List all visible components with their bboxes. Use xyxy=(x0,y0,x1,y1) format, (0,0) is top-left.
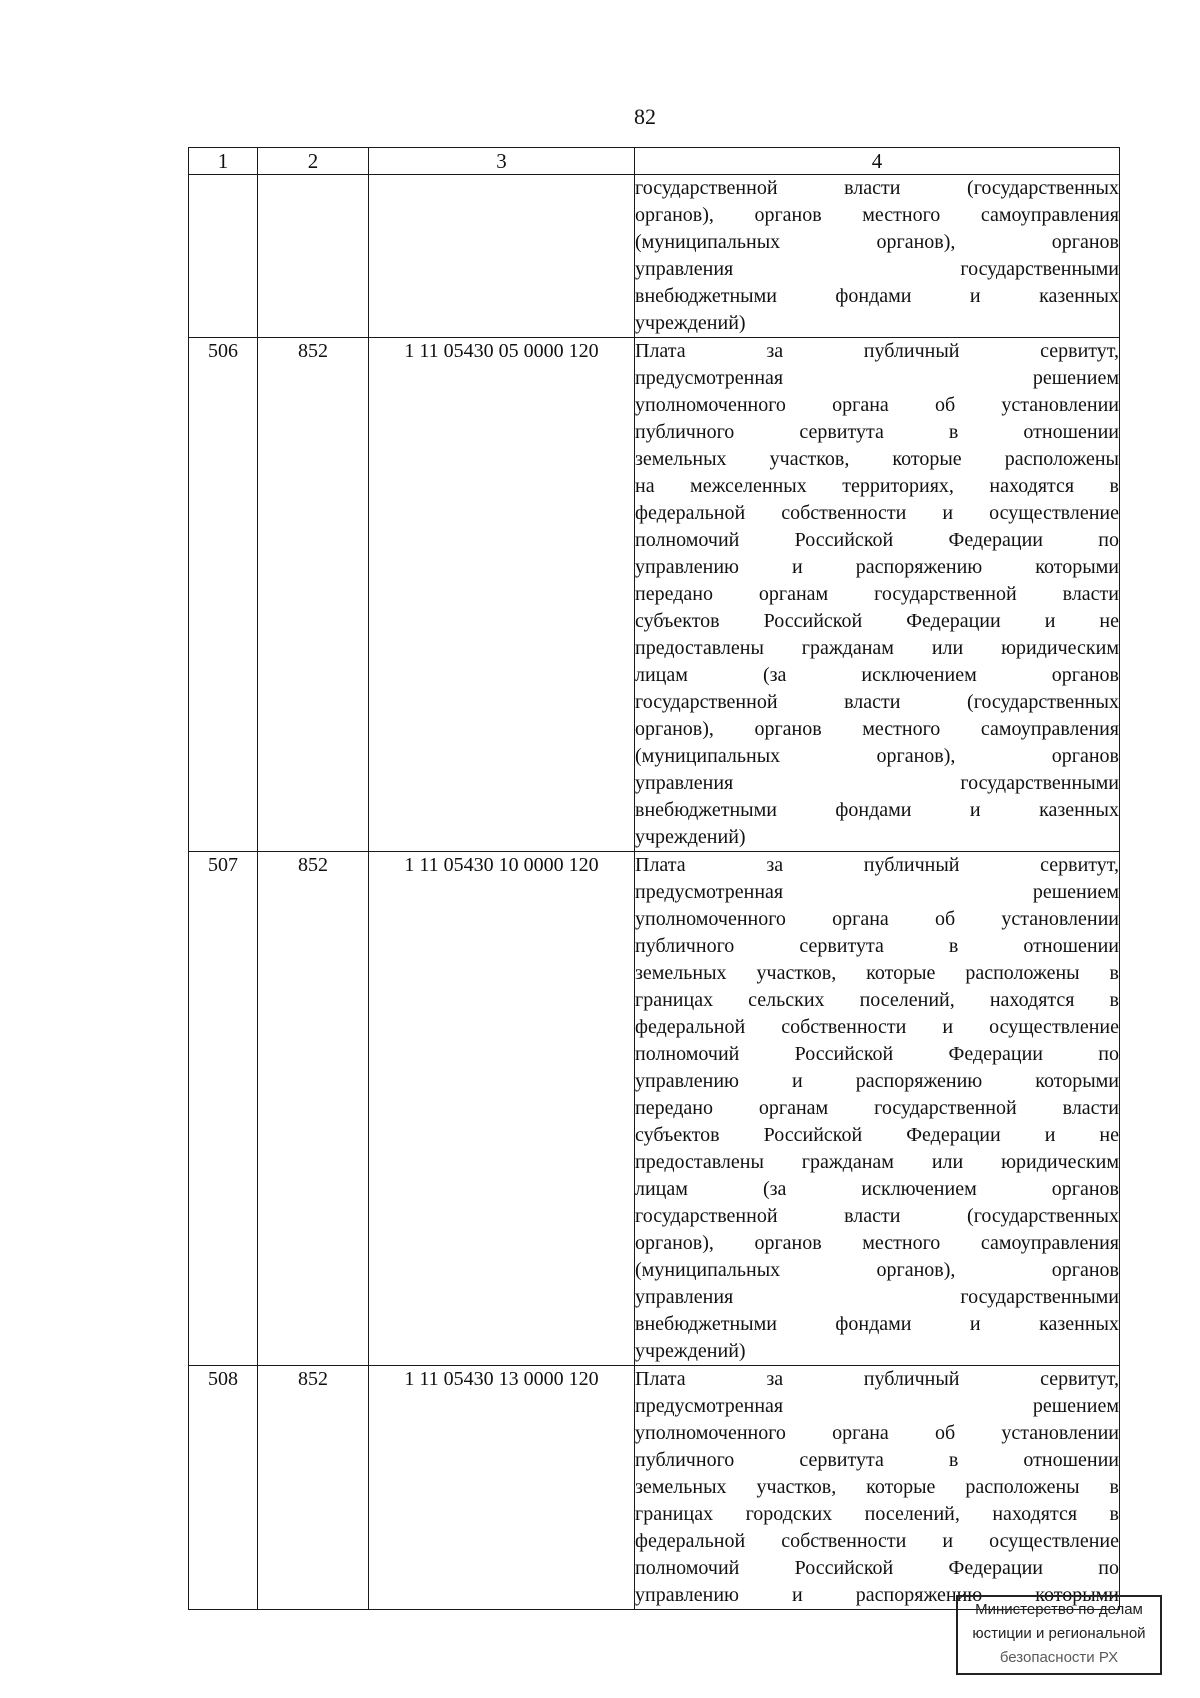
table-row xyxy=(189,1366,1120,1610)
description-line: земельных участков, которые расположены в xyxy=(635,962,1119,984)
description-line: внебюджетными фондами и казенных xyxy=(635,799,1119,821)
description-line: учреждений) xyxy=(635,1340,746,1362)
header-col-1: 1 xyxy=(189,148,258,175)
description-line: передано органам государственной власти xyxy=(635,1097,1119,1119)
description-line: учреждений) xyxy=(635,312,746,334)
description-line: передано органам государственной власти xyxy=(635,583,1119,605)
table-row xyxy=(189,338,1120,852)
description-line: управления государственными xyxy=(635,258,1119,280)
description-line: органов), органов местного самоуправления xyxy=(635,204,1119,226)
description-line: федеральной собственности и осуществление xyxy=(635,1530,1119,1552)
description-line: государственной власти (государственных xyxy=(635,691,1119,713)
description-line: государственной власти (государственных xyxy=(635,1205,1119,1227)
description-line: публичного сервитута в отношении xyxy=(635,1449,1119,1471)
description-line: земельных участков, которые расположены xyxy=(635,448,1119,470)
description-cell xyxy=(635,338,1120,852)
admin-code-cell: 852 xyxy=(258,1366,369,1610)
description-line: предусмотренная решением xyxy=(635,1395,1119,1417)
description-line: (муниципальных органов), органов xyxy=(635,745,1119,767)
admin-code-cell: 852 xyxy=(258,338,369,852)
description-line: предоставлены гражданам или юридическим xyxy=(635,1151,1119,1173)
description-line: полномочий Российской Федерации по xyxy=(635,1043,1119,1065)
description-line: границах городских поселений, находятся в xyxy=(635,1503,1119,1525)
description-line: уполномоченного органа об установлении xyxy=(635,908,1119,930)
description-line: предоставлены гражданам или юридическим xyxy=(635,637,1119,659)
description-line: управлению и распоряжению которыми xyxy=(635,1070,1119,1092)
description-line: полномочий Российской Федерации по xyxy=(635,529,1119,551)
row-number-cell xyxy=(189,175,258,338)
ministry-stamp xyxy=(956,1595,1162,1675)
description-line: предусмотренная решением xyxy=(635,881,1119,903)
description-line: (муниципальных органов), органов xyxy=(635,1259,1119,1281)
description-line: федеральной собственности и осуществление xyxy=(635,502,1119,524)
revenue-codes-table xyxy=(188,147,1120,1610)
row-number-cell: 506 xyxy=(189,338,258,852)
description-cell xyxy=(635,175,1120,338)
stamp-line: Министерство по делам xyxy=(975,1601,1143,1618)
description-line: Плата за публичный сервитут, xyxy=(635,854,1119,876)
description-line: внебюджетными фондами и казенных xyxy=(635,1313,1119,1335)
stamp-line: безопасности РХ xyxy=(999,1649,1119,1666)
admin-code-cell xyxy=(258,175,369,338)
description-line: земельных участков, которые расположены в xyxy=(635,1476,1119,1498)
table-row xyxy=(189,175,1120,338)
description-line: органов), органов местного самоуправления xyxy=(635,1232,1119,1254)
page-number: 82 xyxy=(634,104,656,129)
header-col-4: 4 xyxy=(635,148,1120,175)
description-line: учреждений) xyxy=(635,826,746,848)
description-line: управлению и распоряжению которыми xyxy=(635,556,1119,578)
description-line: уполномоченного органа об установлении xyxy=(635,1422,1119,1444)
description-cell xyxy=(635,852,1120,1366)
description-line: управлению и распоряжению которыми xyxy=(635,1584,1119,1606)
description-line: лицам (за исключением органов xyxy=(635,1178,1119,1200)
stamp-line: юстиции и региональной xyxy=(972,1625,1146,1642)
description-line: органов), органов местного самоуправления xyxy=(635,718,1119,740)
table-body xyxy=(189,175,1120,1610)
description-line: управления государственными xyxy=(635,1286,1119,1308)
description-line: границах сельских поселений, находятся в xyxy=(635,989,1119,1011)
revenue-code-cell: 1 11 05430 13 0000 120 xyxy=(369,1366,635,1610)
header-col-3: 3 xyxy=(369,148,635,175)
table-row xyxy=(189,852,1120,1366)
header-col-2: 2 xyxy=(258,148,369,175)
description-line: субъектов Российской Федерации и не xyxy=(635,610,1119,632)
description-line: внебюджетными фондами и казенных xyxy=(635,285,1119,307)
description-line: лицам (за исключением органов xyxy=(635,664,1119,686)
row-number-cell: 508 xyxy=(189,1366,258,1610)
description-line: уполномоченного органа об установлении xyxy=(635,394,1119,416)
description-line: федеральной собственности и осуществление xyxy=(635,1016,1119,1038)
description-line: Плата за публичный сервитут, xyxy=(635,340,1119,362)
row-number-cell: 507 xyxy=(189,852,258,1366)
admin-code-cell: 852 xyxy=(258,852,369,1366)
description-line: полномочий Российской Федерации по xyxy=(635,1557,1119,1579)
description-line: (муниципальных органов), органов xyxy=(635,231,1119,253)
description-line: управления государственными xyxy=(635,772,1119,794)
description-line: предусмотренная решением xyxy=(635,367,1119,389)
description-line: государственной власти (государственных xyxy=(635,177,1119,199)
description-line: субъектов Российской Федерации и не xyxy=(635,1124,1119,1146)
revenue-code-cell: 1 11 05430 10 0000 120 xyxy=(369,852,635,1366)
table-header-row xyxy=(189,148,1120,175)
description-line: на межселенных территориях, находятся в xyxy=(635,475,1119,497)
description-line: Плата за публичный сервитут, xyxy=(635,1368,1119,1390)
description-line: публичного сервитута в отношении xyxy=(635,421,1119,443)
description-line: публичного сервитута в отношении xyxy=(635,935,1119,957)
description-cell xyxy=(635,1366,1120,1610)
revenue-code-cell xyxy=(369,175,635,338)
revenue-code-cell: 1 11 05430 05 0000 120 xyxy=(369,338,635,852)
